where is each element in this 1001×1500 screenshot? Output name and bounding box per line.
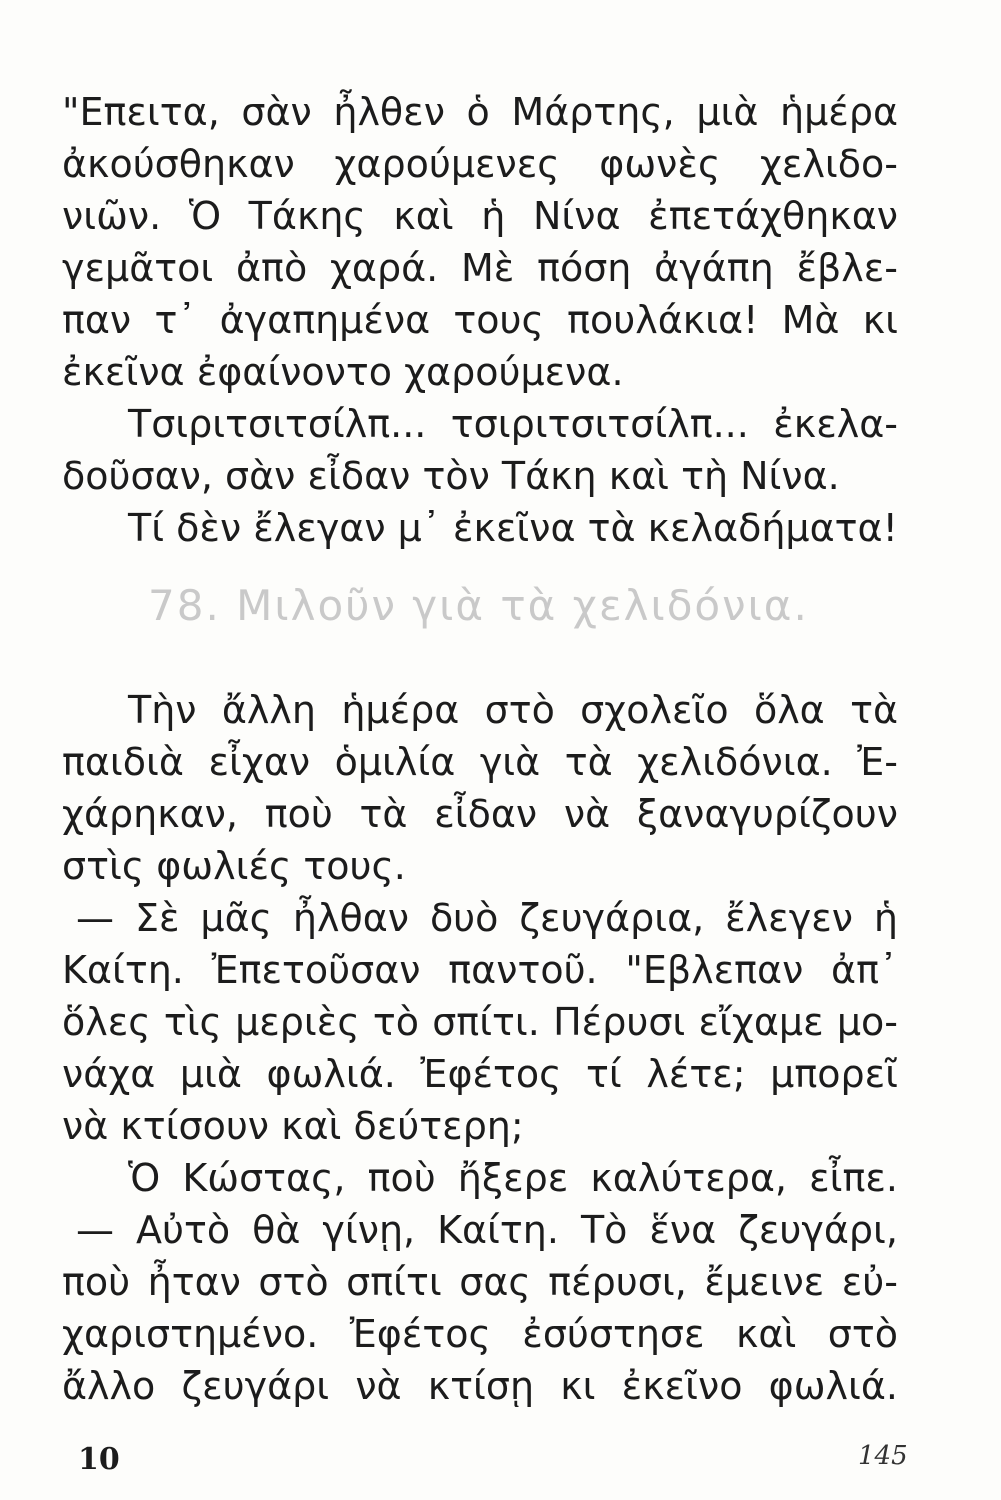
text-line: Τσιριτσιτσίλπ... τσιριτσιτσίλπ... ἐκελα- [128,402,898,446]
text-line: Τὴν ἄλλη ἡμέρα στὸ σχολεῖο ὅλα τὰ [128,688,898,732]
text-line: — Σὲ μᾶς ἦλθαν δυὸ ζευγάρια, ἔλεγεν ἡ [76,896,898,940]
text-line: στὶς φωλιές τους. [62,844,406,888]
text-line: παν τ᾽ ἀγαπημένα τους πουλάκια! Μὰ κι [62,298,898,342]
page-number: 145 [858,1441,908,1471]
text-line: "Επειτα, σὰν ἦλθεν ὁ Μάρτης, μιὰ ἡμέρα [62,90,898,134]
text-line: δοῦσαν, σὰν εἶδαν τὸν Τάκη καὶ τὴ Νίνα. [62,454,840,498]
text-line: Τί δὲν ἔλεγαν μ᾽ ἐκεῖνα τὰ κελαδήματα! [128,506,898,550]
text-line: χαριστημένο. Ἐφέτος ἐσύστησε καὶ στὸ [62,1312,898,1356]
text-line: ὅλες τὶς μεριὲς τὸ σπίτι. Πέρυσι εἴχαμε μο- [62,1000,898,1044]
text-line: νιῶν. Ὁ Τάκης καὶ ἡ Νίνα ἐπετάχθηκαν [62,194,898,238]
text-line: ἀκούσθηκαν χαρούμενες φωνὲς χελιδο- [62,142,898,186]
text-line: γεμᾶτοι ἀπὸ χαρά. Μὲ πόση ἀγάπη ἔβλε- [62,246,898,290]
text-line: νάχα μιὰ φωλιά. Ἐφέτος τί λέτε; μπορεῖ [62,1052,898,1096]
section-heading: 78. Μιλοῦν γιὰ τὰ χελιδόνια. [148,581,809,630]
text-line: νὰ κτίσουν καὶ δεύτερη; [62,1104,524,1148]
text-line: ἐκεῖνα ἐφαίνοντο χαρούμενα. [62,350,624,394]
text-line: ποὺ ἦταν στὸ σπίτι σας πέρυσι, ἔμεινε εὐ- [62,1260,898,1304]
text-line: — Αὐτὸ θὰ γίνῃ, Καίτη. Τὸ ἕνα ζευγάρι, [76,1208,898,1252]
text-line: παιδιὰ εἶχαν ὁμιλία γιὰ τὰ χελιδόνια. Ἐ- [62,740,898,784]
text-line: Ὁ Κώστας, ποὺ ἤξερε καλύτερα, εἶπε. [128,1156,898,1200]
text-line: χάρηκαν, ποὺ τὰ εἶδαν νὰ ξαναγυρίζουν [62,792,898,836]
text-line: ἄλλο ζευγάρι νὰ κτίσῃ κι ἐκεῖνο φωλιά. [62,1364,898,1408]
signature-mark: 10 [78,1442,120,1477]
text-line: Καίτη. Ἐπετοῦσαν παντοῦ. "Εβλεπαν ἀπ᾽ [62,948,898,992]
